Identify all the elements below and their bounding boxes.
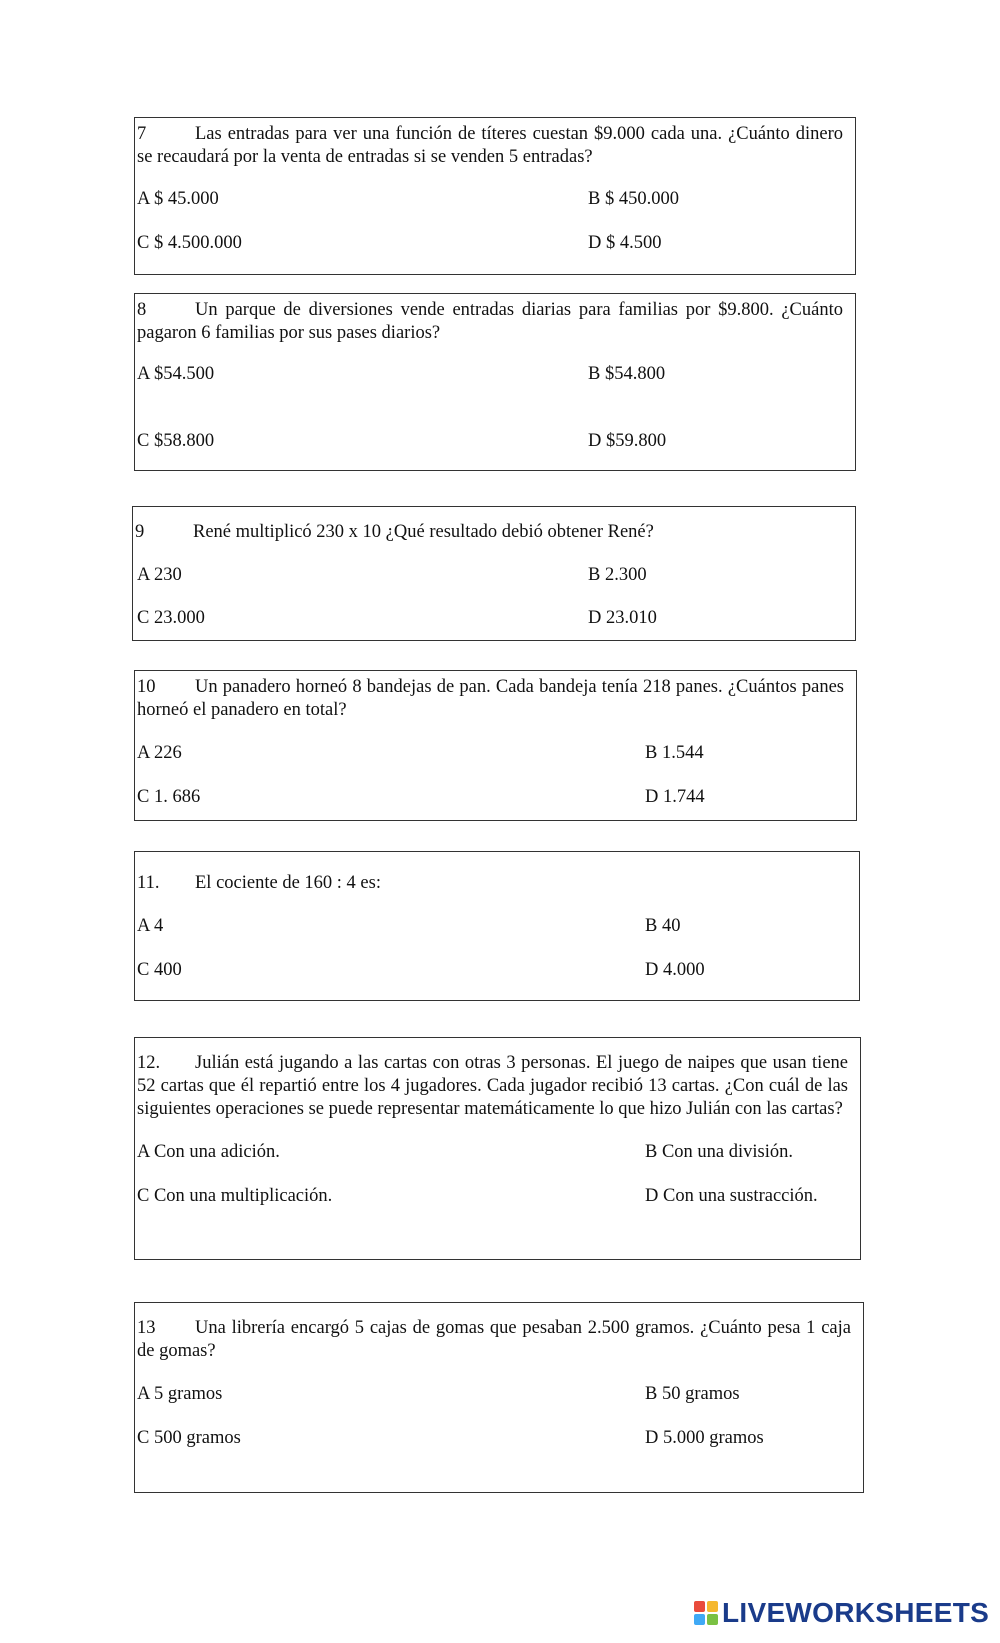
option-a[interactable]: A 4	[137, 916, 164, 936]
option-d[interactable]: D 5.000 gramos	[645, 1428, 764, 1448]
option-b[interactable]: B 40	[645, 916, 681, 936]
option-a[interactable]: A $ 45.000	[137, 189, 219, 209]
question-9	[132, 506, 856, 641]
question-13	[134, 1302, 864, 1493]
option-d[interactable]: D $ 4.500	[588, 233, 662, 253]
option-b[interactable]: B 2.300	[588, 565, 647, 585]
option-d[interactable]: D 23.010	[588, 608, 657, 628]
question-statement: Un panadero horneó 8 bandejas de pan. Cada bandeja tenía 218 panes. ¿Cuántos panes horneó el panadero en total?	[137, 677, 844, 720]
question-number: 10	[137, 677, 156, 697]
question-12	[134, 1037, 861, 1260]
question-text	[137, 299, 843, 345]
brand-name: LIVEWORKSHEETS	[722, 1597, 990, 1628]
question-text	[137, 1043, 848, 1121]
question-statement: El cociente de 160 : 4 es:	[195, 873, 381, 893]
option-d[interactable]: D $59.800	[588, 431, 667, 451]
question-text	[137, 123, 843, 169]
question-statement: René multiplicó 230 x 10 ¿Qué resultado debió obtener René?	[193, 522, 654, 542]
question-statement: Las entradas para ver una función de títeres cuestan $9.000 cada una. ¿Cuánto dinero se recaudará por la venta de entradas si se venden 5 entradas?	[137, 124, 843, 167]
question-text	[135, 512, 843, 544]
option-a[interactable]: A 230	[137, 565, 182, 585]
question-text	[137, 676, 844, 722]
question-number: 13	[137, 1318, 156, 1338]
option-a[interactable]: A 226	[137, 743, 182, 763]
question-text	[137, 1308, 851, 1363]
question-11	[134, 851, 860, 1001]
option-d[interactable]: D Con una sustracción.	[645, 1186, 818, 1206]
question-7	[134, 117, 856, 275]
option-b[interactable]: B $ 450.000	[588, 189, 679, 209]
liveworksheets-logo-icon	[694, 1601, 718, 1625]
option-b[interactable]: B $54.800	[588, 364, 666, 384]
question-statement: Un parque de diversiones vende entradas diarias para familias por $9.800. ¿Cuánto pagaron 6 familias por sus pases diarios?	[137, 300, 843, 343]
option-a[interactable]: A Con una adición.	[137, 1142, 280, 1162]
option-c[interactable]: C $ 4.500.000	[137, 233, 242, 253]
question-number: 12.	[137, 1053, 161, 1073]
option-c[interactable]: C 500 gramos	[137, 1428, 241, 1448]
option-a[interactable]: A $54.500	[137, 364, 215, 384]
liveworksheets-logo	[694, 1597, 989, 1629]
question-number: 11.	[137, 873, 160, 893]
question-number: 8	[137, 300, 147, 320]
option-c[interactable]: C 1. 686	[137, 787, 201, 807]
question-10	[134, 670, 857, 821]
question-number: 7	[137, 124, 147, 144]
question-8	[134, 293, 856, 471]
option-d[interactable]: D 4.000	[645, 960, 705, 980]
question-statement: Una librería encargó 5 cajas de gomas que pesaban 2.500 gramos. ¿Cuánto pesa 1 caja de gomas?	[137, 1318, 851, 1361]
question-number: 9	[135, 522, 145, 542]
option-a[interactable]: A 5 gramos	[137, 1384, 223, 1404]
option-b[interactable]: B 1.544	[645, 743, 704, 763]
option-c[interactable]: C 23.000	[137, 608, 205, 628]
option-b[interactable]: B Con una división.	[645, 1142, 794, 1162]
question-statement: Julián está jugando a las cartas con otras 3 personas. El juego de naipes que usan tiene 52 cartas que él repartió entre los 4 jugadores. Cada jugador recibió 13 cartas. ¿Con cuál de las siguientes operaciones se puede representar matemáticamente lo que hizo Julián con las cartas?	[137, 1053, 848, 1119]
option-b[interactable]: B 50 gramos	[645, 1384, 740, 1404]
option-d[interactable]: D 1.744	[645, 787, 705, 807]
option-c[interactable]: C 400	[137, 960, 182, 980]
question-text	[137, 857, 847, 895]
option-c[interactable]: C $58.800	[137, 431, 215, 451]
option-c[interactable]: C Con una multiplicación.	[137, 1186, 333, 1206]
